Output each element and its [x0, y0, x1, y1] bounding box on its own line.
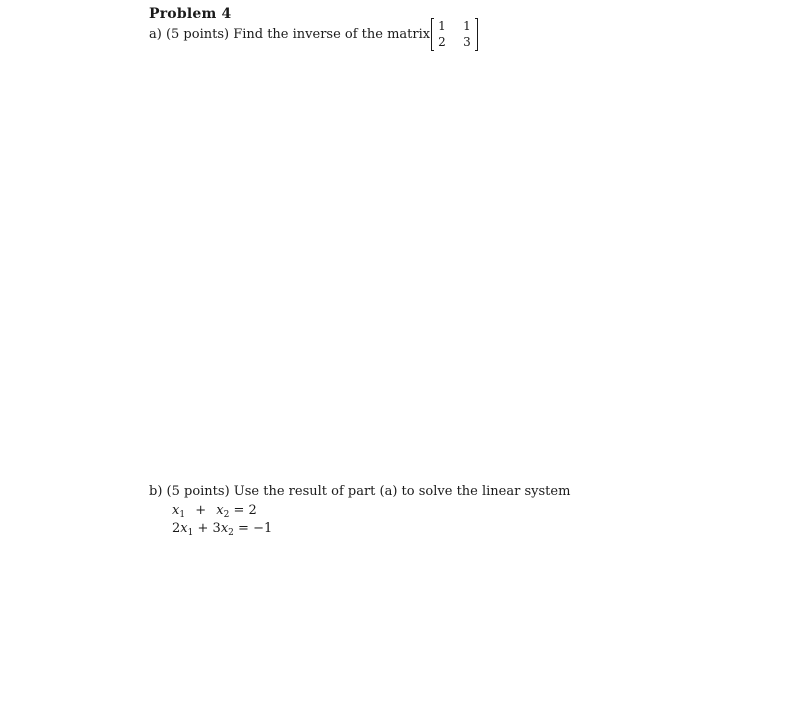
- equation-1: [172, 502, 257, 520]
- part-a-prompt: a) (5 points) Find the inverse of the matrix: [149, 27, 431, 42]
- eq2-rhs: = −1: [238, 521, 273, 536]
- eq1-var2: x: [216, 503, 224, 518]
- right-bracket: [475, 18, 478, 51]
- matrix-cell-1-2: 1: [463, 19, 471, 33]
- eq2-var1: x: [180, 521, 188, 536]
- eq2-var2: x: [220, 521, 229, 536]
- left-bracket: [431, 18, 434, 51]
- matrix-cell-2-1: 2: [438, 35, 446, 49]
- matrix: [431, 18, 478, 51]
- eq2-op: +: [197, 521, 209, 536]
- eq1-var1: x: [172, 503, 180, 518]
- part-b-prompt: b) (5 points) Use the result of part (a) to solve the linear system: [149, 484, 571, 499]
- eq2-coef1: 2: [172, 521, 181, 536]
- eq2-sub2: 2: [228, 528, 234, 538]
- eq1-op: +: [195, 503, 207, 518]
- equation-2: [172, 520, 272, 538]
- eq1-sub2: 2: [223, 510, 230, 520]
- eq2-sub1: 1: [187, 528, 194, 538]
- matrix-cell-1-1: 1: [438, 19, 446, 33]
- eq2-coef2: 3: [212, 521, 221, 536]
- eq1-rhs: = 2: [233, 503, 257, 518]
- eq1-sub1: 1: [179, 510, 186, 520]
- matrix-cell-2-2: 3: [463, 35, 471, 49]
- problem-heading: Problem 4: [149, 6, 232, 22]
